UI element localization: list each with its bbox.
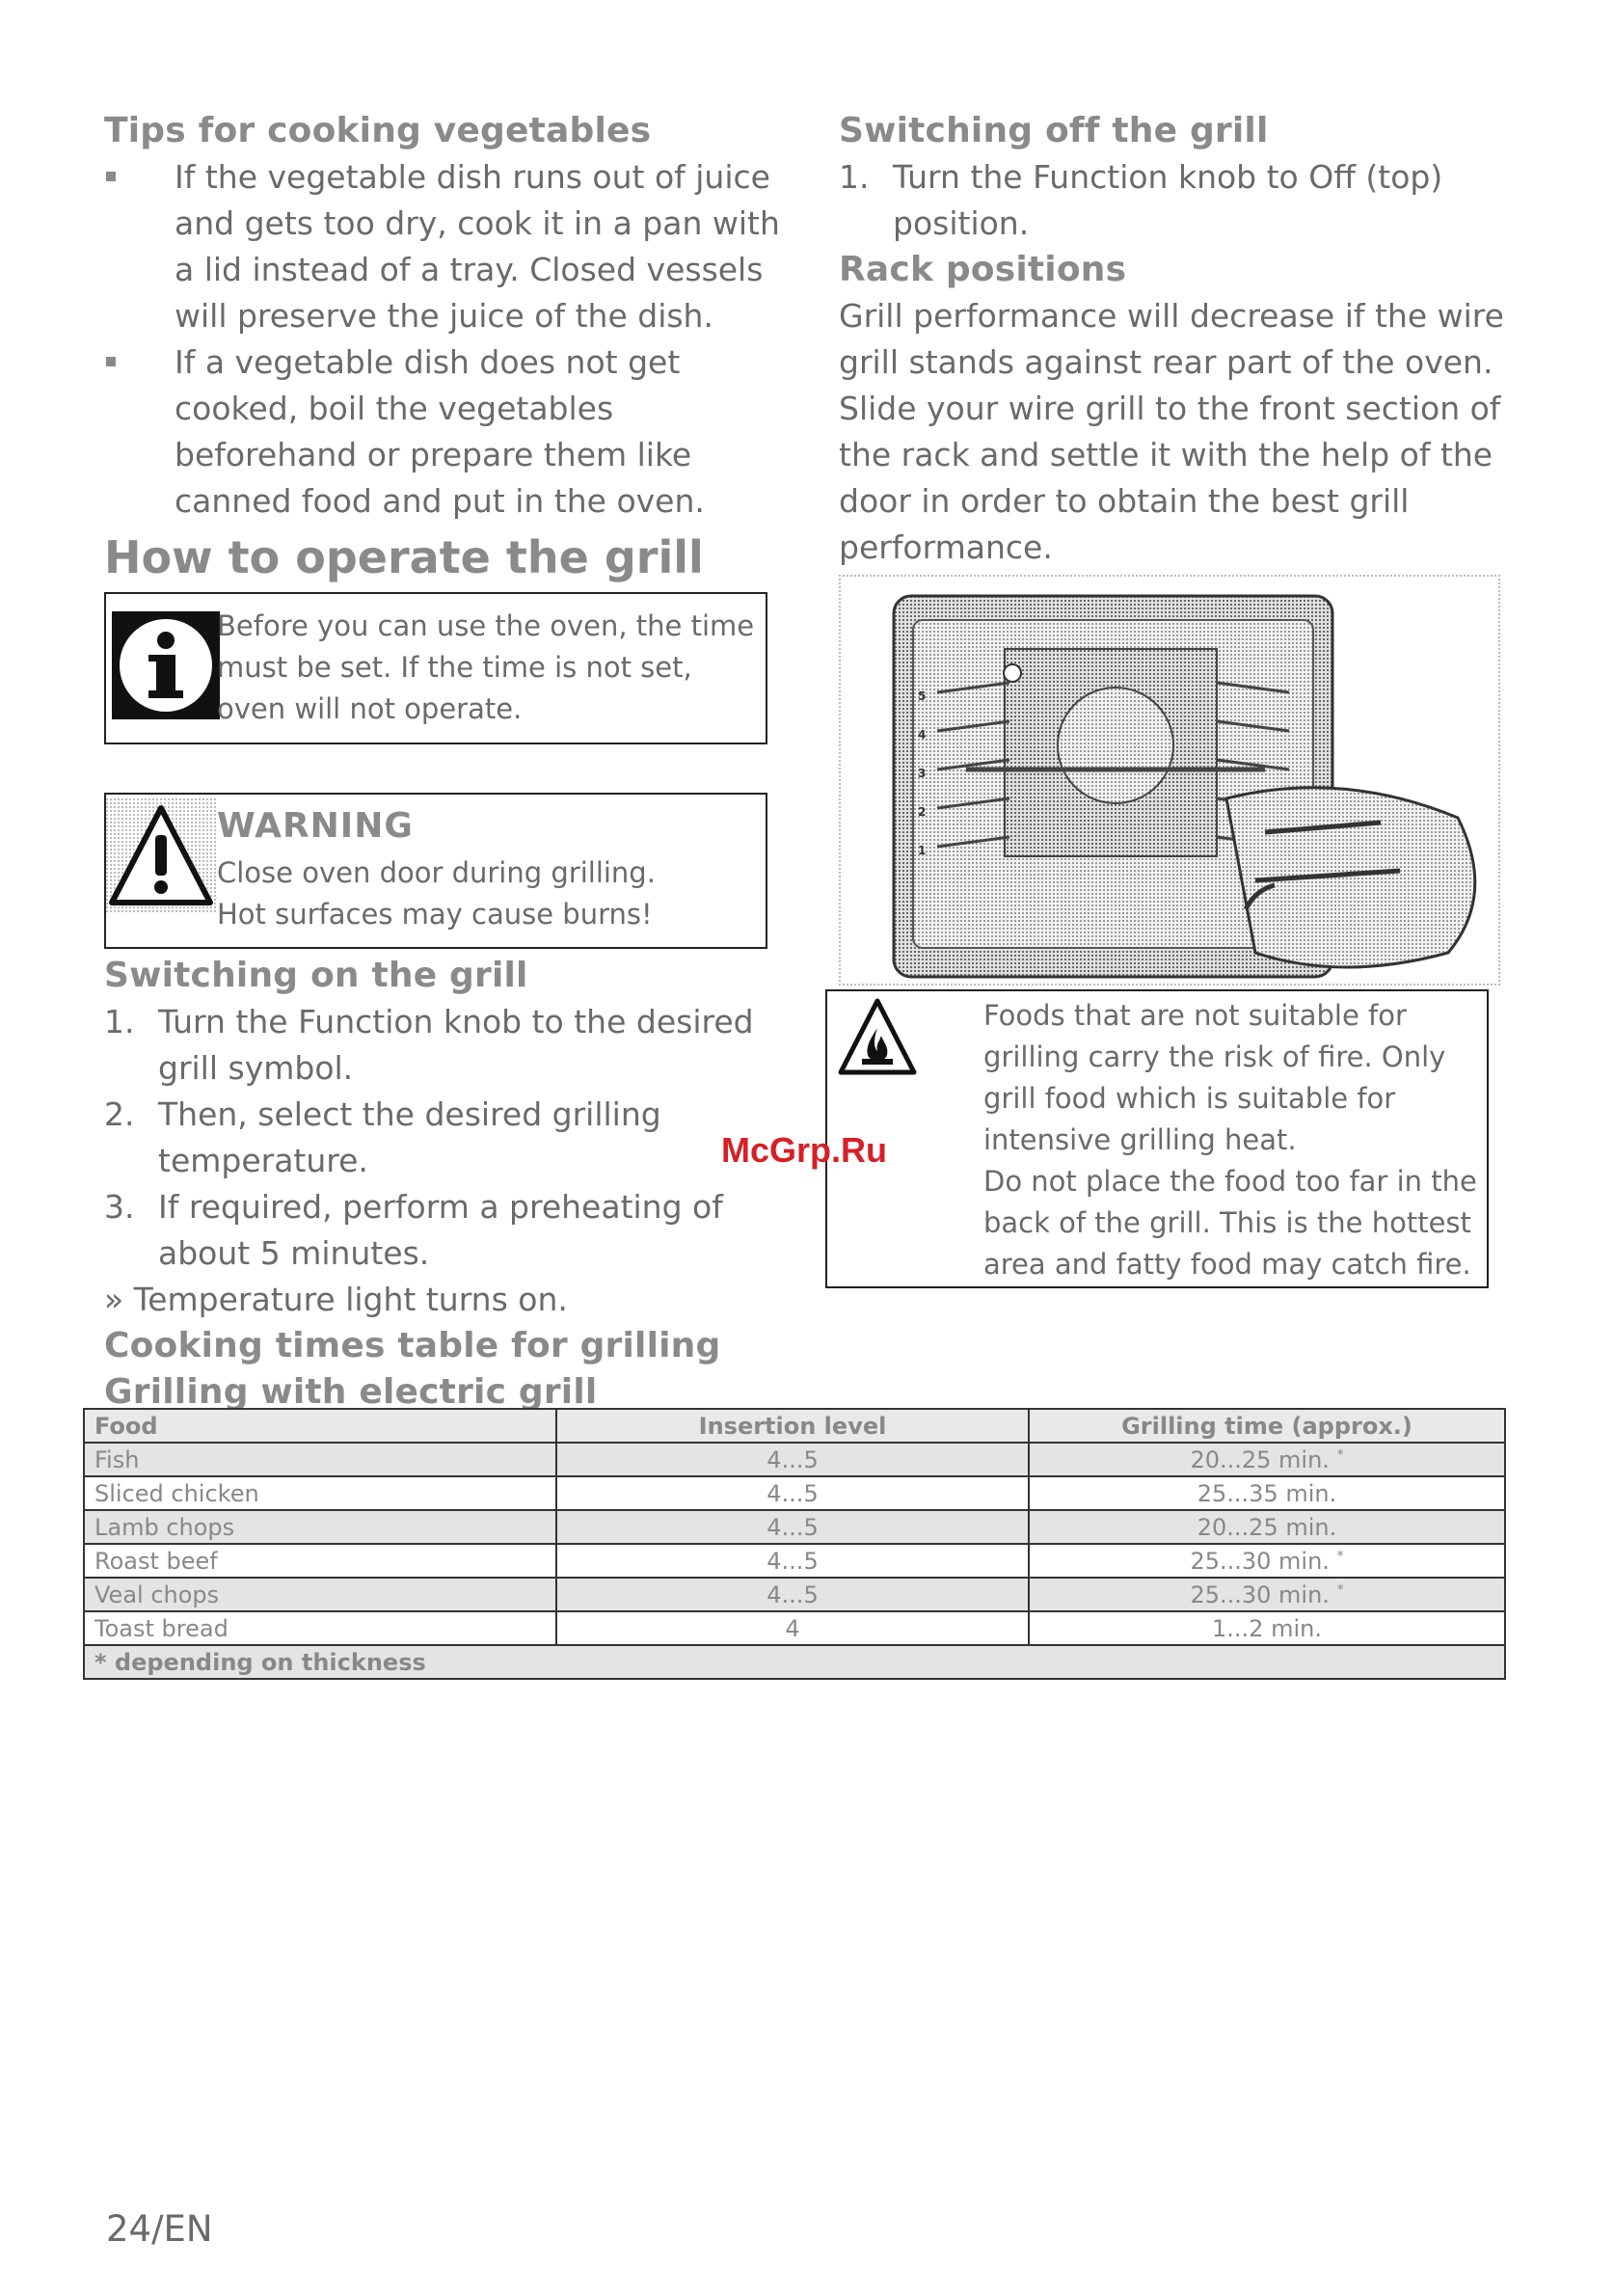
level-cell: 4...5	[556, 1578, 1029, 1611]
level-cell: 4	[556, 1611, 1029, 1645]
table-header-row	[84, 1409, 1505, 1443]
fire-warning-notice	[825, 989, 1489, 1288]
switch-off-title: Switching off the grill	[839, 111, 1269, 150]
step-item	[104, 1092, 781, 1184]
warning-notice	[104, 793, 767, 949]
rack-text: Grill performance will decrease if the wire grill stands against rear part of the oven. Slide your wire grill to the front section of the rack and settle it with the help of the door in order to obtain the best grill performance.	[839, 297, 1504, 566]
left-column	[104, 108, 781, 1416]
time-cell: 25...30 min. *	[1029, 1578, 1505, 1611]
step-number: 1.	[839, 158, 870, 196]
rack-title: Rack positions	[839, 250, 1127, 289]
info-icon	[112, 611, 220, 719]
rack-level-label: 1	[918, 844, 927, 857]
warning-icon	[106, 798, 217, 914]
time-cell: 1...2 min.	[1029, 1611, 1505, 1645]
tips-list	[104, 154, 781, 525]
warning-line: Close oven door during grilling.	[217, 856, 656, 889]
result-text: » Temperature light turns on.	[104, 1281, 568, 1318]
step-text: Then, select the desired grilling temperature.	[158, 1095, 661, 1179]
food-cell: Roast beef	[84, 1544, 556, 1578]
step-text: Turn the Function knob to Off (top) position.	[893, 158, 1443, 242]
rack-level-label: 2	[918, 805, 927, 819]
right-column	[839, 108, 1514, 1288]
step-item	[104, 1184, 781, 1277]
page-number: 24/EN	[106, 2208, 213, 2250]
oven-rack-figure	[839, 575, 1500, 986]
section-title: How to operate the grill	[104, 531, 704, 583]
time-cell: 20...25 min. *	[1029, 1443, 1505, 1476]
tips-title: Tips for cooking vegetables	[104, 111, 652, 150]
food-cell: Lamb chops	[84, 1510, 556, 1544]
food-cell: Fish	[84, 1443, 556, 1476]
column-header: Food	[84, 1409, 556, 1443]
info-notice	[104, 592, 767, 744]
step-text: If required, perform a preheating of about 5 minutes.	[158, 1188, 723, 1272]
fire-hazard-icon	[837, 997, 918, 1078]
switch-off-steps	[839, 154, 1514, 247]
time-cell: 20...25 min.	[1029, 1510, 1505, 1544]
step-number: 1.	[104, 1003, 135, 1040]
switch-on-title: Switching on the grill	[104, 956, 528, 995]
step-number: 3.	[104, 1188, 135, 1226]
warning-line: Hot surfaces may cause burns!	[217, 898, 653, 931]
table-row	[84, 1443, 1505, 1476]
grilling-times-table	[83, 1408, 1504, 1680]
time-cell: 25...30 min. *	[1029, 1544, 1505, 1578]
step-text: Turn the Function knob to the desired grill symbol.	[158, 1003, 754, 1087]
level-cell: 4...5	[556, 1544, 1029, 1578]
table-row	[84, 1544, 1505, 1578]
switch-on-steps	[104, 999, 781, 1277]
column-header: Insertion level	[556, 1409, 1029, 1443]
level-cell: 4...5	[556, 1510, 1029, 1544]
table-row	[84, 1510, 1505, 1544]
rack-level-label: 4	[918, 728, 927, 742]
warning-title: WARNING	[217, 806, 414, 846]
food-cell: Veal chops	[84, 1578, 556, 1611]
table-footnote-row	[84, 1645, 1505, 1679]
column-header: Grilling time (approx.)	[1029, 1409, 1505, 1443]
level-cell: 4...5	[556, 1476, 1029, 1510]
watermark: McGrp.Ru	[721, 1130, 888, 1170]
table-row	[84, 1611, 1505, 1645]
table-title: Cooking times table for grilling	[104, 1326, 721, 1365]
tip-item: If a vegetable dish does not get cooked, boil the vegetables beforehand or prepare them like canned food and put in the oven.	[104, 339, 781, 525]
table-row	[84, 1578, 1505, 1611]
step-number: 2.	[104, 1095, 135, 1133]
table-subtitle: Grilling with electric grill	[104, 1372, 598, 1412]
food-cell: Toast bread	[84, 1611, 556, 1645]
info-text: Before you can use the oven, the time must be set. If the time is not set, oven will not operate.	[217, 609, 755, 725]
table-row	[84, 1476, 1505, 1510]
fire-warning-text	[983, 995, 1485, 1285]
footnote-cell: * depending on thickness	[84, 1645, 1505, 1679]
level-cell: 4...5	[556, 1443, 1029, 1476]
step-item	[839, 154, 1514, 247]
tip-item: If the vegetable dish runs out of juice and gets too dry, cook it in a pan with a lid instead of a tray. Closed vessels will preserve the juice of the dish.	[104, 154, 781, 339]
time-cell: 25...35 min.	[1029, 1476, 1505, 1510]
food-cell: Sliced chicken	[84, 1476, 556, 1510]
fire-warning-paragraph: Do not place the food too far in the back of the grill. This is the hottest area and fatty food may catch fire.	[983, 1165, 1477, 1281]
rack-level-label: 3	[918, 767, 927, 780]
oven-illustration	[841, 577, 1498, 984]
step-item	[104, 999, 781, 1092]
fire-warning-paragraph: Foods that are not suitable for grilling carry the risk of fire. Only grill food which is suitable for intensive grilling heat.	[983, 999, 1446, 1156]
rack-level-label: 5	[918, 689, 927, 703]
